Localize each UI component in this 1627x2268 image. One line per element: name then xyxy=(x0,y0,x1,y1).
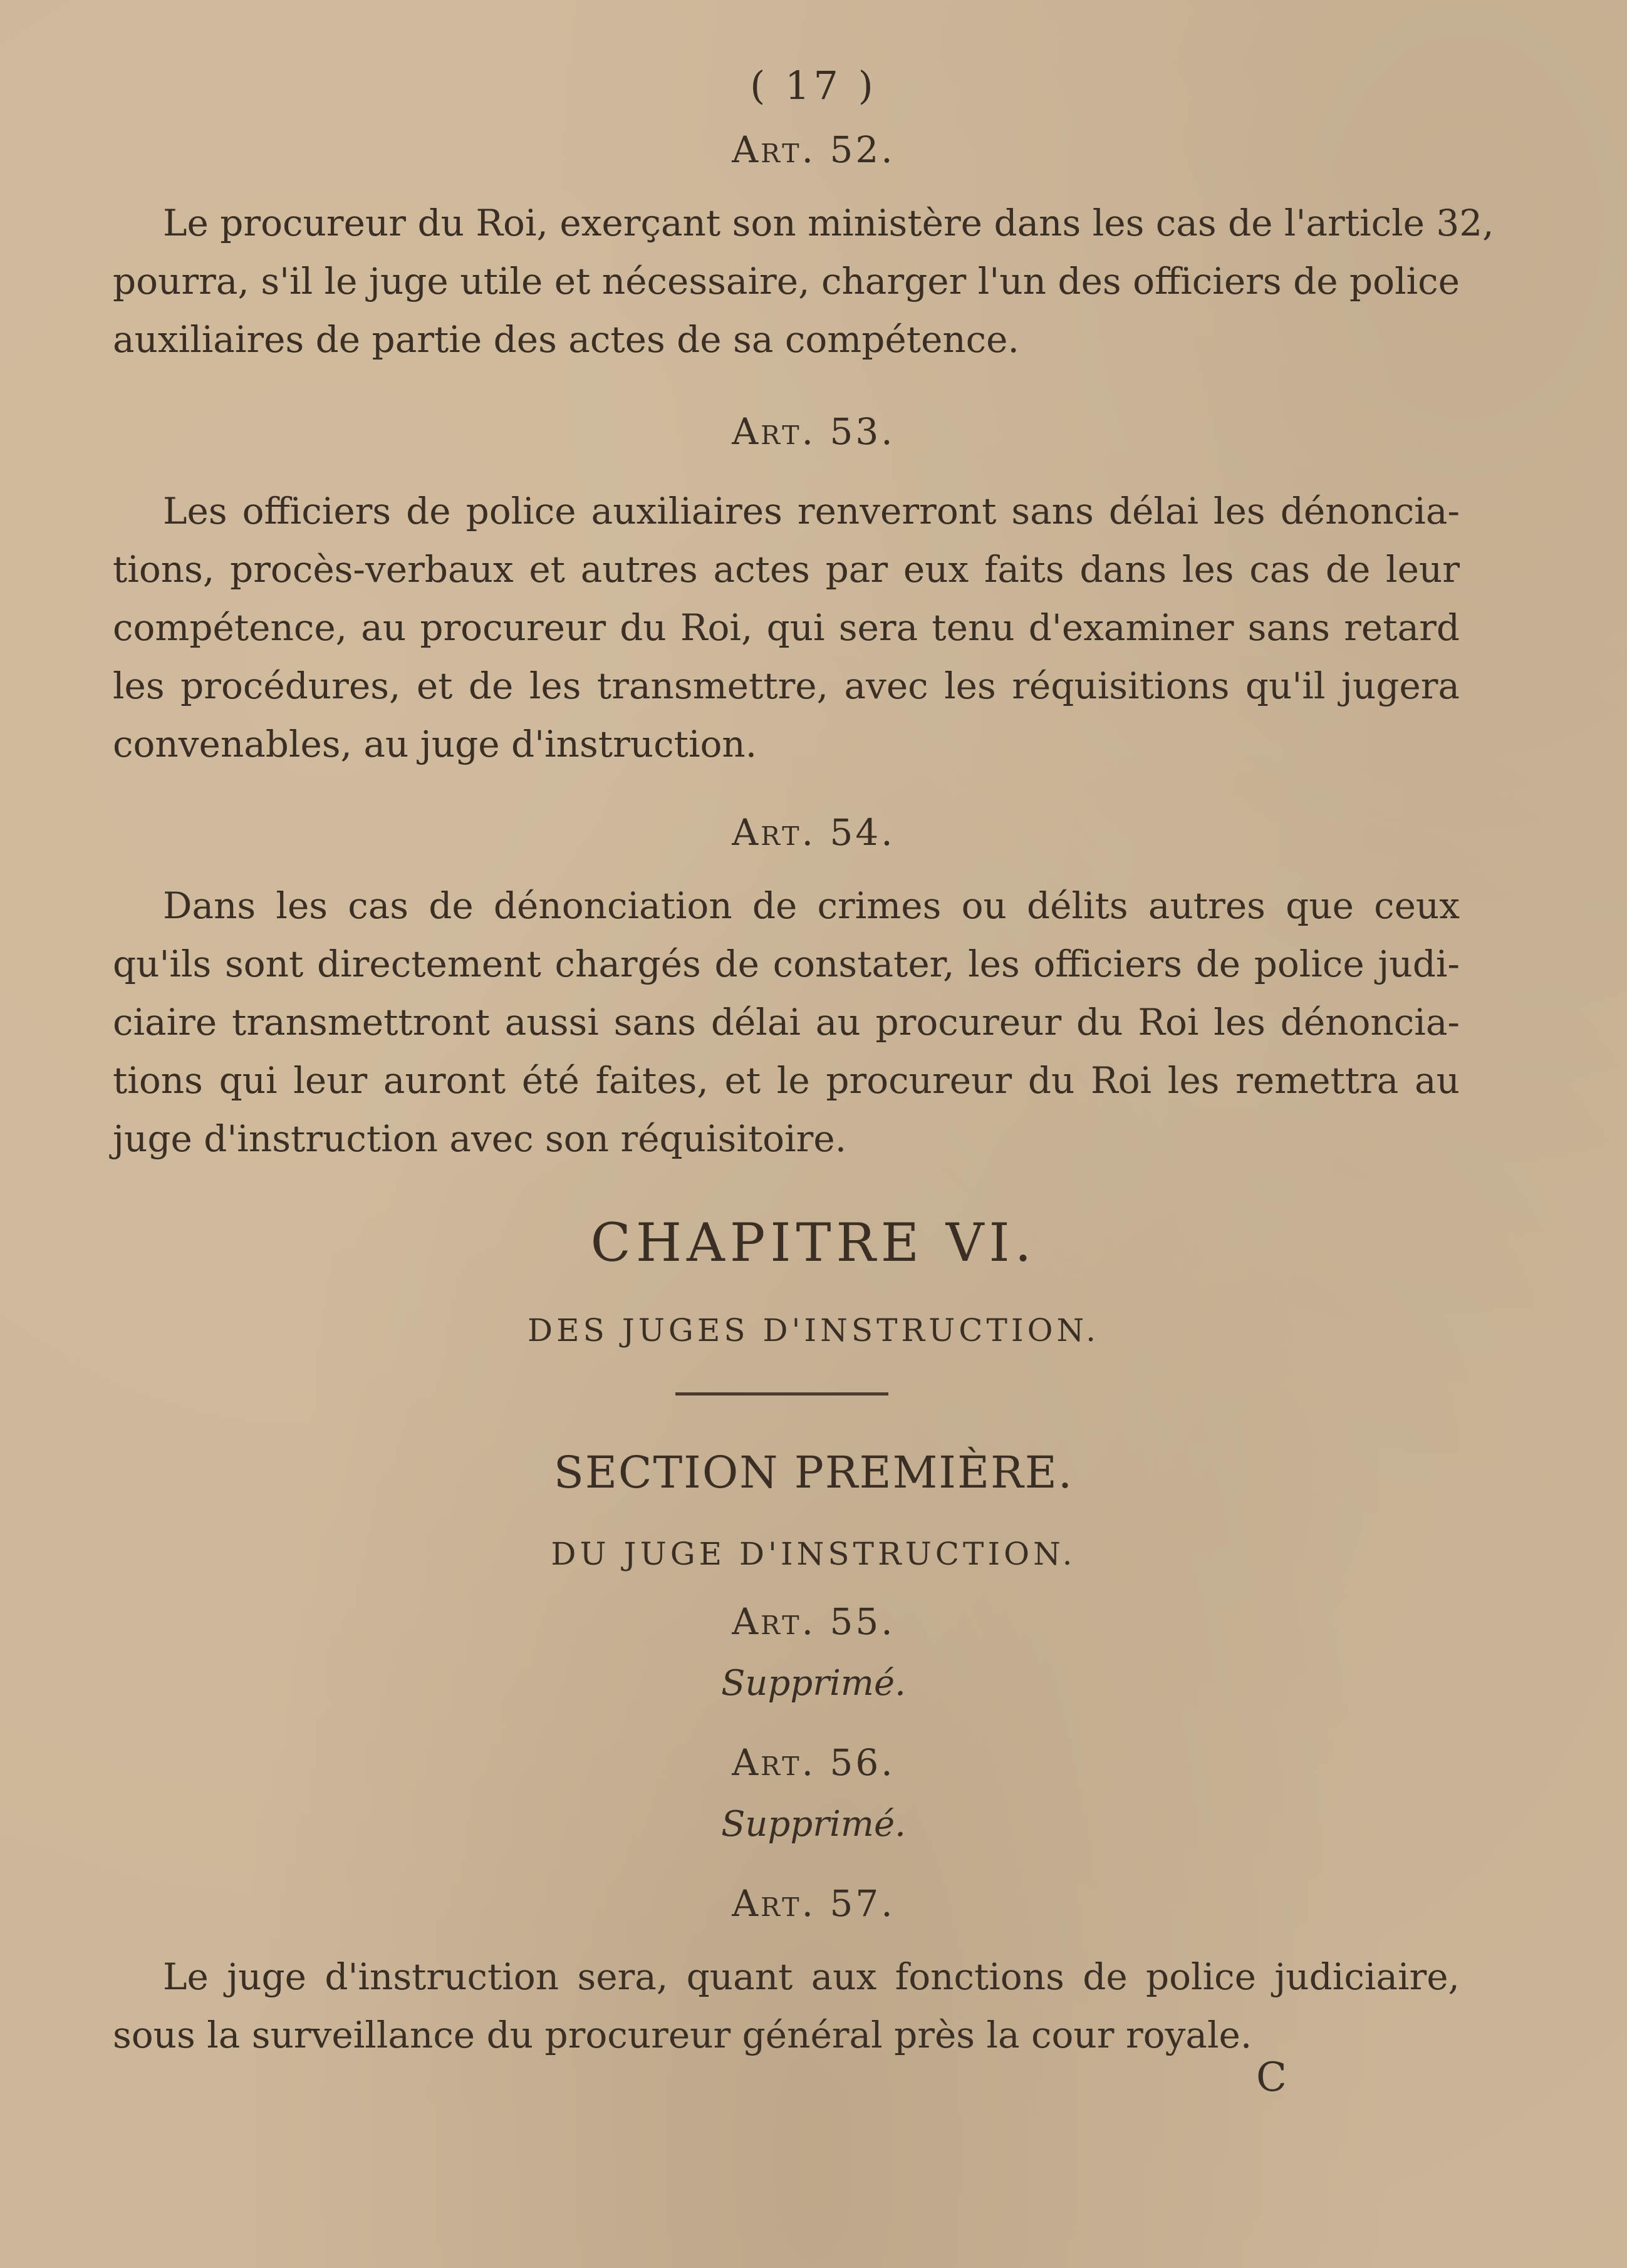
signature-mark: C xyxy=(1256,2054,1287,2101)
article-heading-54: Art. 54. xyxy=(732,811,895,854)
section-subtitle: DU JUGE D'INSTRUCTION. xyxy=(551,1536,1076,1572)
text-line: tions, procès-verbaux et autres actes par eux faits dans les cas de leur xyxy=(113,548,1460,591)
text-line: Le juge d'instruction sera, quant aux fonctions de police judiciaire, xyxy=(163,1955,1460,1998)
chapter-subtitle: DES JUGES D'INSTRUCTION. xyxy=(527,1312,1100,1349)
article-body-53 xyxy=(113,482,1460,774)
divider-rule xyxy=(675,1392,888,1395)
text-line: Les officiers de police auxiliaires renverront sans délai les dénoncia- xyxy=(163,490,1460,532)
article-heading-52: Art. 52. xyxy=(732,128,895,171)
text-line: sous la surveillance du procureur général près la cour royale. xyxy=(113,2014,1252,2056)
text-line: auxiliaires de partie des actes de sa compétence. xyxy=(113,318,1019,361)
article-heading-56: Art. 56. xyxy=(732,1741,895,1784)
article-body-52 xyxy=(113,194,1494,369)
text-line: juge d'instruction avec son réquisitoire. xyxy=(113,1117,847,1160)
text-line: convenables, au juge d'instruction. xyxy=(113,723,757,765)
article-body-54 xyxy=(113,877,1460,1168)
section-title: SECTION PREMIÈRE. xyxy=(553,1447,1074,1498)
text-line: pourra, s'il le juge utile et nécessaire, charger l'un des officiers de police xyxy=(113,260,1460,303)
article-note-55: Supprimé. xyxy=(721,1663,906,1704)
article-note-56: Supprimé. xyxy=(721,1804,906,1845)
text-line: les procédures, et de les transmettre, avec les réquisitions qu'il jugera xyxy=(113,665,1460,707)
article-body-57 xyxy=(113,1948,1460,2064)
page-number: ( 17 ) xyxy=(750,63,877,108)
chapter-title: CHAPITRE VI. xyxy=(590,1212,1037,1273)
text-line: Le procureur du Roi, exerçant son ministère dans les cas de l'article 32, xyxy=(163,202,1494,244)
article-heading-55: Art. 55. xyxy=(732,1600,895,1643)
text-line: compétence, au procureur du Roi, qui sera tenu d'examiner sans retard xyxy=(113,606,1460,649)
article-heading-53: Art. 53. xyxy=(732,410,895,453)
article-heading-57: Art. 57. xyxy=(732,1882,895,1925)
text-line: Dans les cas de dénonciation de crimes ou délits autres que ceux xyxy=(163,884,1460,927)
text-line: tions qui leur auront été faites, et le procureur du Roi les remettra au xyxy=(113,1059,1460,1102)
text-line: qu'ils sont directement chargés de constater, les officiers de police judi- xyxy=(113,943,1460,985)
text-line: ciaire transmettront aussi sans délai au procureur du Roi les dénoncia- xyxy=(113,1001,1460,1043)
